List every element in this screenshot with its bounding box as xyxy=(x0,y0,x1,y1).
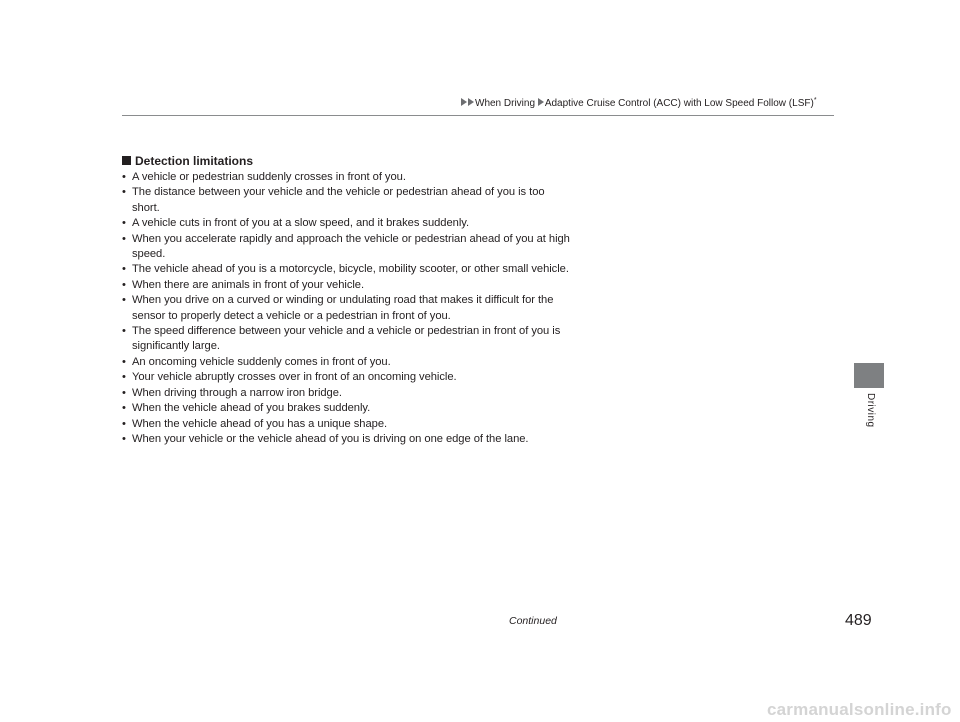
bullet-icon: • xyxy=(122,217,126,230)
list-item-text: When driving through a narrow iron bridge. xyxy=(132,386,342,399)
list-item-text: When you accelerate rapidly and approach the vehicle or pedestrian ahead of you at high speed. xyxy=(132,232,570,261)
arrow-right-icon xyxy=(538,98,544,106)
list-item-text: A vehicle cuts in front of you at a slow speed, and it brakes suddenly. xyxy=(132,217,470,230)
bullet-icon: • xyxy=(122,402,126,415)
chapter-label: Driving xyxy=(865,393,876,428)
list-item xyxy=(122,262,572,277)
breadcrumb xyxy=(461,95,817,110)
list-item-text: When the vehicle ahead of you brakes suddenly. xyxy=(132,402,371,415)
bullet-icon: • xyxy=(122,294,126,307)
list-item-text: When you drive on a curved or winding or undulating road that makes it difficult for the sensor to properly detect a vehicle or a pedestrian in front of you. xyxy=(132,294,554,322)
section-heading xyxy=(122,154,572,169)
chapter-tab[interactable] xyxy=(854,363,884,388)
bullet-icon: • xyxy=(122,386,126,399)
list-item xyxy=(122,216,572,231)
bullet-icon: • xyxy=(122,232,126,245)
list-item-text: A vehicle or pedestrian suddenly crosses in front of you. xyxy=(132,171,406,183)
section-title: Detection limitations xyxy=(135,154,254,168)
bullet-icon: • xyxy=(122,432,126,445)
list-item xyxy=(122,232,572,263)
list-item xyxy=(122,293,572,324)
list-item xyxy=(122,401,572,416)
bullet-icon: • xyxy=(122,417,126,430)
list-item-text: The vehicle ahead of you is a motorcycle, bicycle, mobility scooter, or other small vehicle. xyxy=(132,263,569,276)
list-item-text: The distance between your vehicle and the vehicle or pedestrian ahead of you is too short. xyxy=(132,186,545,214)
page-number: 489 xyxy=(845,612,872,629)
list-item xyxy=(122,417,572,432)
bullet-icon: • xyxy=(122,263,126,276)
list-item xyxy=(122,185,572,216)
list-item-text: An oncoming vehicle suddenly comes in front of you. xyxy=(132,355,391,368)
continued-label: Continued xyxy=(509,615,557,627)
list-item xyxy=(122,170,572,185)
list-item xyxy=(122,386,572,401)
list-item xyxy=(122,324,572,355)
arrow-right-icon xyxy=(468,98,474,106)
breadcrumb-current[interactable]: Adaptive Cruise Control (ACC) with Low Speed Follow (LSF) xyxy=(544,98,814,109)
arrow-right-icon xyxy=(461,98,467,106)
list-item xyxy=(122,432,572,447)
list-item-text: Your vehicle abruptly crosses over in front of an oncoming vehicle. xyxy=(132,371,457,384)
breadcrumb-parent[interactable]: When Driving xyxy=(475,98,536,109)
list-item-text: When there are animals in front of your vehicle. xyxy=(132,278,365,291)
bullet-icon: • xyxy=(122,171,126,183)
bullet-icon: • xyxy=(122,325,126,338)
bullet-icon: • xyxy=(122,278,126,291)
list-item-text: When the vehicle ahead of you has a unique shape. xyxy=(132,417,388,430)
list-item xyxy=(122,278,572,293)
bullet-icon: • xyxy=(122,186,126,199)
list-item-text: The speed difference between your vehicle and a vehicle or pedestrian in front of you is significantly large. xyxy=(132,325,561,353)
bullet-icon: • xyxy=(122,371,126,384)
detection-limitations-section xyxy=(122,154,572,447)
limitations-list xyxy=(122,170,572,447)
header-divider xyxy=(122,115,834,116)
list-item xyxy=(122,355,572,370)
square-bullet-icon xyxy=(122,156,131,165)
watermark: carmanualsonline.info xyxy=(767,700,952,719)
list-item-text: When your vehicle or the vehicle ahead of you is driving on one edge of the lane. xyxy=(132,432,529,445)
bullet-icon: • xyxy=(122,355,126,368)
list-item xyxy=(122,370,572,385)
footnote-marker: * xyxy=(813,97,817,104)
